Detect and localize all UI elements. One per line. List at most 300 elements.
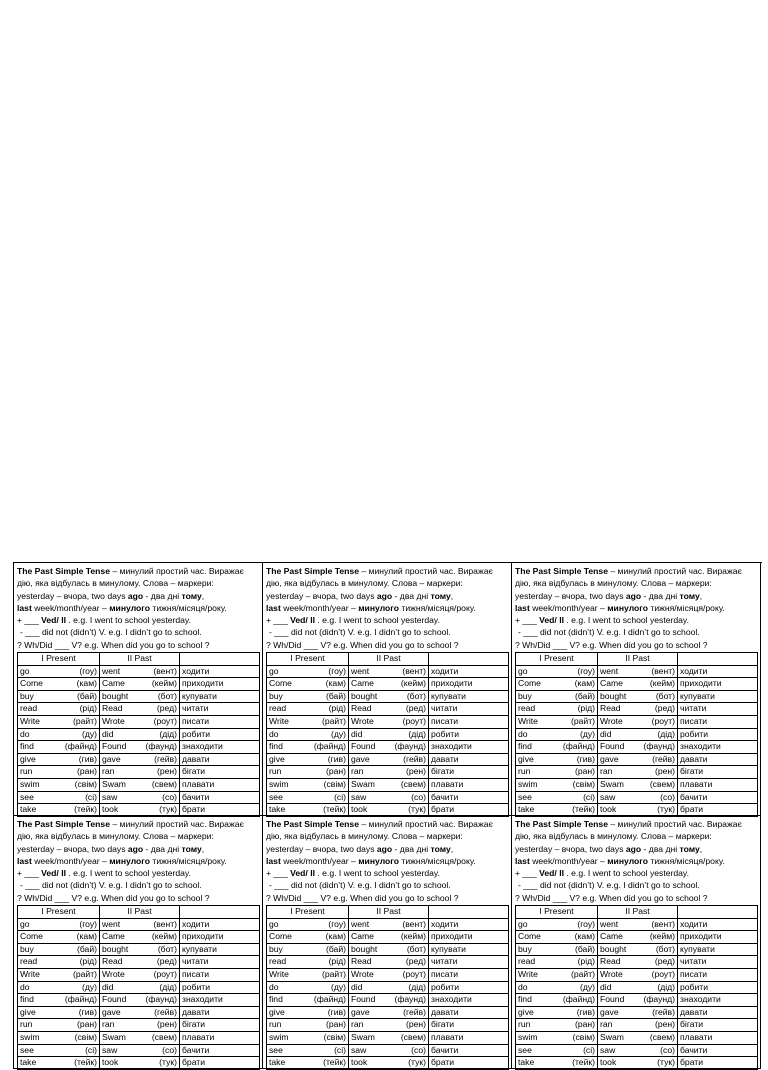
present-cell: [516, 665, 598, 678]
present-form: Come: [518, 931, 541, 942]
present-form: go: [518, 918, 528, 929]
markers-text-a: yesterday – вчора, two days: [266, 843, 377, 854]
present-cell: [18, 943, 100, 956]
present-form: go: [20, 918, 30, 929]
verb-row: [516, 753, 758, 766]
present-cell: [516, 703, 598, 716]
translation-cell: писати: [429, 969, 509, 982]
present-cell: [516, 766, 598, 779]
present-form: do: [269, 728, 279, 739]
header-past: II Past: [598, 653, 678, 666]
question-form: ? Wh/Did ___ V? e.g. When did you go to school ?: [266, 892, 459, 903]
past-pronunciation: (тук): [408, 804, 426, 815]
past-form: Swam: [351, 779, 375, 790]
present-cell: [516, 1032, 598, 1045]
positive-prefix: + ___: [266, 868, 291, 879]
past-pronunciation: (роут): [651, 969, 675, 980]
present-pronunciation: (рід): [328, 703, 346, 714]
positive-prefix: + ___: [266, 615, 291, 626]
past-cell: [598, 918, 678, 931]
past-cell: [349, 665, 429, 678]
markers-tomu: тому: [181, 843, 202, 854]
present-form: read: [518, 956, 536, 967]
negative-form: - ___ did not (didn’t) V. e.g. I didn’t go to school.: [518, 627, 700, 638]
present-cell: [18, 1006, 100, 1019]
present-pronunciation: (бай): [76, 690, 97, 701]
translation-cell: купувати: [180, 943, 260, 956]
translation-cell: читати: [429, 956, 509, 969]
translation-cell: брати: [180, 804, 260, 817]
last-text-a: week/month/year –: [280, 855, 359, 866]
present-form: do: [518, 728, 528, 739]
present-pronunciation: (кам): [325, 931, 346, 942]
translation-cell: брати: [678, 804, 758, 817]
verb-row: [18, 969, 260, 982]
verb-table-header: [516, 653, 758, 666]
positive-example: . e.g. I went to school yesterday.: [314, 615, 440, 626]
header-translation: [678, 653, 758, 666]
verb-table: [17, 905, 260, 1070]
past-pronunciation: (рен): [156, 766, 177, 777]
translation-cell: давати: [180, 1006, 260, 1019]
positive-example: . e.g. I went to school yesterday.: [563, 615, 689, 626]
present-pronunciation: (тейк): [572, 1057, 595, 1068]
card-title: The Past Simple Tense: [266, 819, 359, 829]
last-text-b: тижня/місяця/року.: [648, 602, 725, 613]
present-cell: [267, 665, 349, 678]
card-markers: [515, 843, 758, 855]
positive-ved: Ved/ II: [41, 868, 66, 879]
card-title: The Past Simple Tense: [515, 819, 608, 829]
past-form: Wrote: [600, 716, 623, 727]
present-cell: [18, 665, 100, 678]
present-cell: [267, 956, 349, 969]
verb-row: [18, 956, 260, 969]
translation-cell: давати: [180, 753, 260, 766]
past-form: Came: [351, 678, 374, 689]
present-pronunciation: (райт): [321, 969, 346, 980]
present-form: find: [269, 741, 283, 752]
present-pronunciation: (бай): [574, 943, 595, 954]
past-pronunciation: (тук): [159, 1057, 177, 1068]
verb-row: [267, 1019, 509, 1032]
past-pronunciation: (кейм): [400, 678, 426, 689]
past-pronunciation: (гейв): [403, 753, 426, 764]
verb-row: [516, 804, 758, 817]
past-form: Came: [351, 931, 374, 942]
past-pronunciation: (рен): [156, 1019, 177, 1030]
present-pronunciation: (тейк): [74, 1057, 97, 1068]
header-present: I Present: [516, 653, 598, 666]
past-pronunciation: (со): [162, 791, 177, 802]
present-cell: [516, 956, 598, 969]
card-last-line: [515, 602, 758, 614]
positive-example: . e.g. I went to school yesterday.: [314, 868, 440, 879]
markers-text-b: - два дні: [143, 590, 182, 601]
header-present: I Present: [18, 906, 100, 919]
past-cell: [349, 766, 429, 779]
past-form: Swam: [351, 1032, 375, 1043]
translation-cell: плавати: [180, 1032, 260, 1045]
positive-ved: Ved/ II: [41, 615, 66, 626]
header-translation: [678, 906, 758, 919]
verb-row: [516, 969, 758, 982]
verb-row: [516, 981, 758, 994]
verb-row: [18, 1032, 260, 1045]
present-form: run: [518, 1019, 531, 1030]
past-form: Read: [600, 703, 621, 714]
translation-cell: знаходити: [180, 741, 260, 754]
past-form: ran: [600, 766, 613, 777]
present-cell: [18, 690, 100, 703]
present-pronunciation: (кам): [76, 931, 97, 942]
past-cell: [598, 981, 678, 994]
present-form: give: [20, 1006, 36, 1017]
past-cell: [100, 716, 180, 729]
past-form: bought: [102, 690, 129, 701]
present-cell: [516, 690, 598, 703]
present-pronunciation: (ду): [81, 728, 97, 739]
negative-form: - ___ did not (didn’t) V. e.g. I didn’t go to school.: [269, 627, 451, 638]
positive-form: [515, 614, 758, 626]
present-cell: [18, 804, 100, 817]
card-intro-1: – минулий простий час. Виражає: [109, 566, 244, 576]
present-form: Come: [269, 931, 292, 942]
past-form: did: [102, 981, 114, 992]
translation-cell: писати: [678, 969, 758, 982]
card-heading: [17, 565, 260, 577]
past-form: Wrote: [102, 716, 125, 727]
present-cell: [516, 994, 598, 1007]
verb-row: [516, 703, 758, 716]
present-pronunciation: (гоу): [577, 665, 595, 676]
last-text-a: week/month/year –: [31, 855, 110, 866]
translation-cell: бачити: [429, 791, 509, 804]
negative-form: - ___ did not (didn’t) V. e.g. I didn’t go to school.: [269, 880, 451, 891]
markers-tomu: тому: [181, 590, 202, 601]
present-cell: [267, 779, 349, 792]
present-cell: [267, 678, 349, 691]
past-pronunciation: (дід): [657, 728, 675, 739]
translation-cell: знаходити: [429, 741, 509, 754]
present-pronunciation: (гоу): [328, 665, 346, 676]
last-word: last: [17, 855, 32, 866]
past-pronunciation: (ред): [405, 956, 426, 967]
past-form: Swam: [600, 1032, 624, 1043]
past-form: Read: [600, 956, 621, 967]
past-cell: [100, 766, 180, 779]
present-cell: [267, 969, 349, 982]
present-form: see: [20, 791, 34, 802]
translation-cell: брати: [429, 1057, 509, 1070]
present-pronunciation: (свім): [572, 779, 595, 790]
last-text-b: тижня/місяця/року.: [648, 855, 725, 866]
verb-row: [516, 943, 758, 956]
present-cell: [18, 766, 100, 779]
present-cell: [267, 1044, 349, 1057]
past-form: Found: [351, 994, 376, 1005]
past-pronunciation: (кейм): [151, 931, 177, 942]
translation-cell: знаходити: [678, 994, 758, 1007]
past-cell: [100, 918, 180, 931]
markers-tomu: тому: [430, 843, 451, 854]
last-word: last: [17, 602, 32, 613]
present-cell: [516, 1006, 598, 1019]
verb-row: [516, 690, 758, 703]
header-present: I Present: [267, 653, 349, 666]
past-cell: [598, 1019, 678, 1032]
translation-cell: бачити: [429, 1044, 509, 1057]
present-cell: [516, 931, 598, 944]
verb-table-header: [516, 906, 758, 919]
present-pronunciation: (рід): [79, 703, 97, 714]
grammar-card: [14, 563, 263, 816]
present-form: buy: [518, 943, 532, 954]
present-cell: [18, 1057, 100, 1070]
verb-row: [18, 918, 260, 931]
past-cell: [100, 994, 180, 1007]
past-pronunciation: (вент): [153, 918, 177, 929]
past-cell: [100, 1044, 180, 1057]
past-pronunciation: (со): [162, 1044, 177, 1055]
present-form: Write: [518, 969, 538, 980]
markers-text-b: - два дні: [392, 590, 431, 601]
translation-cell: робити: [180, 728, 260, 741]
past-pronunciation: (свем): [151, 1032, 177, 1043]
markers-tomu: тому: [679, 590, 700, 601]
present-pronunciation: (гоу): [577, 918, 595, 929]
present-pronunciation: (свім): [74, 779, 97, 790]
past-pronunciation: (фаунд): [145, 741, 177, 752]
translation-cell: робити: [429, 981, 509, 994]
past-cell: [349, 716, 429, 729]
past-cell: [349, 1032, 429, 1045]
verb-row: [18, 981, 260, 994]
verb-row: [516, 716, 758, 729]
past-cell: [598, 690, 678, 703]
past-pronunciation: (бот): [655, 943, 675, 954]
verb-row: [18, 804, 260, 817]
verb-row: [516, 779, 758, 792]
card-title: The Past Simple Tense: [515, 566, 608, 576]
past-form: Wrote: [102, 969, 125, 980]
present-form: swim: [518, 779, 538, 790]
past-cell: [349, 741, 429, 754]
card-markers: [266, 590, 509, 602]
present-pronunciation: (ран): [574, 766, 595, 777]
positive-prefix: + ___: [17, 615, 42, 626]
last-minuloho: минулого: [607, 855, 649, 866]
present-pronunciation: (ду): [81, 981, 97, 992]
past-form: saw: [600, 1044, 616, 1055]
past-cell: [349, 981, 429, 994]
verb-row: [516, 1019, 758, 1032]
past-pronunciation: (роут): [153, 969, 177, 980]
present-form: Come: [269, 678, 292, 689]
verb-row: [18, 791, 260, 804]
past-pronunciation: (ред): [654, 956, 675, 967]
verb-row: [267, 716, 509, 729]
translation-cell: бігати: [429, 766, 509, 779]
translation-cell: давати: [429, 1006, 509, 1019]
past-form: gave: [102, 753, 121, 764]
present-pronunciation: (сі): [334, 1044, 346, 1055]
present-pronunciation: (файнд): [64, 741, 97, 752]
past-pronunciation: (роут): [402, 969, 426, 980]
verb-row: [267, 678, 509, 691]
present-pronunciation: (файнд): [313, 994, 346, 1005]
verb-row: [18, 1006, 260, 1019]
present-pronunciation: (сі): [334, 791, 346, 802]
grammar-card: [14, 816, 263, 1069]
past-cell: [598, 728, 678, 741]
present-pronunciation: (райт): [570, 969, 595, 980]
markers-ago: ago: [127, 590, 144, 601]
past-form: went: [600, 665, 619, 676]
verb-row: [18, 943, 260, 956]
card-intro-1: – минулий простий час. Виражає: [607, 819, 742, 829]
present-form: buy: [269, 943, 283, 954]
present-form: give: [20, 753, 36, 764]
present-pronunciation: (тейк): [572, 804, 595, 815]
past-cell: [100, 1057, 180, 1070]
past-cell: [598, 969, 678, 982]
present-form: swim: [269, 779, 289, 790]
translation-cell: бігати: [678, 1019, 758, 1032]
past-pronunciation: (роут): [402, 716, 426, 727]
present-pronunciation: (свім): [572, 1032, 595, 1043]
past-form: ran: [102, 766, 115, 777]
past-form: did: [351, 981, 363, 992]
present-form: find: [518, 994, 532, 1005]
past-pronunciation: (гейв): [652, 753, 675, 764]
past-pronunciation: (тук): [408, 1057, 426, 1068]
present-form: run: [269, 766, 282, 777]
past-form: ran: [351, 766, 364, 777]
verb-table: [17, 652, 260, 817]
present-cell: [18, 1019, 100, 1032]
last-word: last: [515, 855, 530, 866]
past-pronunciation: (дід): [159, 728, 177, 739]
translation-cell: бігати: [678, 766, 758, 779]
present-form: swim: [269, 1032, 289, 1043]
present-cell: [267, 931, 349, 944]
last-minuloho: минулого: [109, 602, 151, 613]
present-cell: [267, 753, 349, 766]
verb-table: [266, 905, 509, 1070]
present-pronunciation: (ду): [330, 728, 346, 739]
present-cell: [267, 791, 349, 804]
past-form: Wrote: [600, 969, 623, 980]
past-cell: [349, 804, 429, 817]
verb-table-header: [267, 653, 509, 666]
header-past: II Past: [598, 906, 678, 919]
present-form: run: [20, 766, 33, 777]
positive-ved: Ved/ II: [290, 868, 315, 879]
present-cell: [18, 969, 100, 982]
verb-row: [18, 716, 260, 729]
present-form: read: [269, 703, 287, 714]
grammar-card: [512, 563, 761, 816]
translation-cell: бачити: [678, 791, 758, 804]
past-pronunciation: (со): [660, 791, 675, 802]
last-minuloho: минулого: [358, 602, 400, 613]
translation-cell: приходити: [678, 678, 758, 691]
past-pronunciation: (дід): [159, 981, 177, 992]
past-pronunciation: (бот): [655, 690, 675, 701]
positive-ved: Ved/ II: [290, 615, 315, 626]
translation-cell: знаходити: [180, 994, 260, 1007]
present-pronunciation: (райт): [321, 716, 346, 727]
markers-ago: ago: [127, 843, 144, 854]
header-translation: [429, 653, 509, 666]
past-cell: [598, 741, 678, 754]
past-cell: [100, 779, 180, 792]
present-pronunciation: (гив): [327, 753, 346, 764]
past-pronunciation: (ред): [654, 703, 675, 714]
present-form: swim: [20, 779, 40, 790]
present-cell: [267, 766, 349, 779]
present-cell: [267, 728, 349, 741]
past-form: did: [102, 728, 114, 739]
past-form: saw: [351, 791, 367, 802]
present-pronunciation: (гоу): [328, 918, 346, 929]
verb-row: [267, 804, 509, 817]
present-form: Write: [269, 716, 289, 727]
last-text-a: week/month/year –: [31, 602, 110, 613]
past-pronunciation: (вент): [402, 918, 426, 929]
present-cell: [267, 804, 349, 817]
translation-cell: бачити: [180, 1044, 260, 1057]
verb-row: [267, 753, 509, 766]
past-form: saw: [351, 1044, 367, 1055]
past-form: took: [351, 804, 368, 815]
present-pronunciation: (гоу): [79, 665, 97, 676]
markers-text-c: ,: [699, 843, 703, 854]
negative-form: - ___ did not (didn’t) V. e.g. I didn’t go to school.: [20, 880, 202, 891]
card-markers: [17, 590, 260, 602]
present-cell: [516, 716, 598, 729]
verb-row: [267, 703, 509, 716]
header-translation: [180, 906, 260, 919]
past-form: gave: [351, 753, 370, 764]
header-present: I Present: [267, 906, 349, 919]
past-pronunciation: (со): [411, 1044, 426, 1055]
past-pronunciation: (свем): [649, 1032, 675, 1043]
translation-cell: писати: [678, 716, 758, 729]
present-form: take: [269, 804, 286, 815]
verb-table-header: [18, 653, 260, 666]
present-pronunciation: (гив): [576, 753, 595, 764]
markers-text-a: yesterday – вчора, two days: [17, 843, 128, 854]
present-form: swim: [20, 1032, 40, 1043]
present-form: take: [269, 1057, 286, 1068]
present-cell: [18, 791, 100, 804]
present-cell: [516, 1044, 598, 1057]
past-form: gave: [351, 1006, 370, 1017]
past-pronunciation: (бот): [406, 690, 426, 701]
markers-tomu: тому: [679, 843, 700, 854]
card-intro-2: дію, яка відбулась в минулому. Слова – маркери:: [266, 578, 463, 589]
present-pronunciation: (тейк): [323, 804, 346, 815]
present-pronunciation: (гив): [78, 1006, 97, 1017]
past-form: took: [351, 1057, 368, 1068]
translation-cell: брати: [180, 1057, 260, 1070]
past-pronunciation: (свем): [400, 1032, 426, 1043]
grammar-card: [263, 816, 512, 1069]
past-form: Came: [600, 931, 623, 942]
past-pronunciation: (рен): [405, 1019, 426, 1030]
